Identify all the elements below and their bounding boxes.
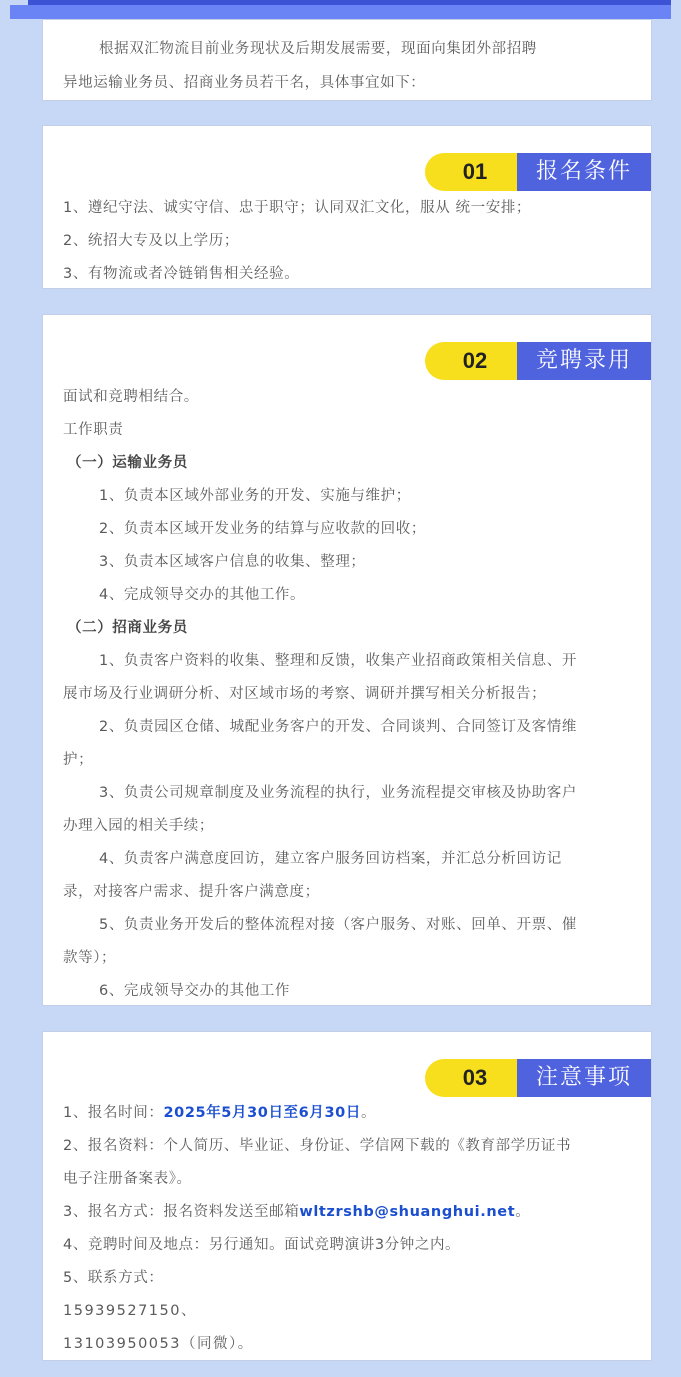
list-item: 1、负责本区域外部业务的开发、实施与维护； bbox=[99, 488, 411, 504]
registration-time-end: 。 bbox=[360, 1105, 377, 1121]
list-item: 护； bbox=[63, 752, 94, 768]
contact-phone-1: 15939527150、 bbox=[63, 1303, 197, 1319]
list-item: 1、负责客户资料的收集、整理和反馈，收集产业招商政策相关信息、开 bbox=[99, 653, 577, 669]
section-2-title: 竞聘录用 bbox=[517, 342, 651, 380]
list-item: 3、负责公司规章制度及业务流程的执行，业务流程提交审核及协助客户 bbox=[99, 785, 577, 801]
contact-label: 5、联系方式： bbox=[63, 1270, 164, 1286]
list-item: 展市场及行业调研分析、对区域市场的考察、调研并撰写相关分析报告； bbox=[63, 686, 547, 702]
list-item: 2、负责本区域开发业务的结算与应收款的回收； bbox=[99, 521, 426, 537]
registration-time-value: 2025年5月30日至6月30日 bbox=[163, 1105, 361, 1121]
registration-time bbox=[63, 1097, 633, 1130]
list-item: 4、负责客户满意度回访，建立客户服务回访档案，并汇总分析回访记 bbox=[99, 851, 562, 867]
list-item: 2、负责园区仓储、城配业务客户的开发、合同谈判、合同签订及客情维 bbox=[99, 719, 577, 735]
list-item: 办理入园的相关手续； bbox=[63, 818, 214, 834]
registration-materials: 2、报名资料：个人简历、毕业证、身份证、学信网下载的《教育部学历证书 bbox=[63, 1138, 572, 1154]
list-item: 3、有物流或者冷链销售相关经验。 bbox=[63, 266, 300, 282]
registration-method-label: 3、报名方式：报名资料发送至邮箱 bbox=[63, 1204, 300, 1220]
list-item: 1、遵纪守法、诚实守信、忠于职守；认同双汇文化，服从 统一安排； bbox=[63, 200, 532, 216]
section-recruitment bbox=[42, 314, 652, 1006]
section-3-title: 注意事项 bbox=[517, 1059, 651, 1097]
section-2-badge bbox=[425, 342, 651, 380]
interview-info: 4、竞聘时间及地点：另行通知。面试竞聘演讲3分钟之内。 bbox=[63, 1237, 461, 1253]
registration-time-label: 1、报名时间： bbox=[63, 1105, 164, 1121]
list-item: 3、负责本区域客户信息的收集、整理； bbox=[99, 554, 366, 570]
contact-phone-2: 13103950053（同微）。 bbox=[63, 1336, 254, 1352]
list-item: 4、完成领导交办的其他工作。 bbox=[99, 587, 306, 603]
intro-card bbox=[42, 19, 652, 101]
registration-method bbox=[63, 1196, 633, 1229]
intro-line-2: 异地运输业务员、招商业务员若干名，具体事宜如下： bbox=[63, 75, 426, 91]
email-link[interactable]: wltzrshb@shuanghui.net bbox=[299, 1204, 516, 1220]
list-item: 款等）； bbox=[63, 950, 117, 966]
section-registration-conditions bbox=[42, 125, 652, 289]
subheading-transport: （一）运输业务员 bbox=[67, 455, 188, 471]
section-notes bbox=[42, 1031, 652, 1361]
registration-materials-cont: 电子注册备案表》。 bbox=[63, 1171, 192, 1187]
section-1-number: 01 bbox=[425, 153, 525, 191]
section-1-title: 报名条件 bbox=[517, 153, 651, 191]
section-3-badge bbox=[425, 1059, 651, 1097]
section-3-number: 03 bbox=[425, 1059, 525, 1097]
list-item: 5、负责业务开发后的整体流程对接（客户服务、对账、回单、开票、催 bbox=[99, 917, 577, 933]
list-item: 6、完成领导交办的其他工作 bbox=[99, 983, 291, 999]
section-1-badge bbox=[425, 153, 651, 191]
section-2-number: 02 bbox=[425, 342, 525, 380]
list-item: 工作职责 bbox=[63, 422, 124, 438]
intro-line-1: 根据双汇物流目前业务现状及后期发展需要，现面向集团外部招聘 bbox=[99, 41, 537, 57]
header-banner-bottom bbox=[10, 5, 671, 19]
list-item: 2、统招大专及以上学历； bbox=[63, 233, 239, 249]
subheading-investment: （二）招商业务员 bbox=[67, 620, 188, 636]
list-item: 面试和竞聘相结合。 bbox=[63, 389, 199, 405]
list-item: 录，对接客户需求、提升客户满意度； bbox=[63, 884, 320, 900]
registration-method-end: 。 bbox=[515, 1204, 531, 1220]
